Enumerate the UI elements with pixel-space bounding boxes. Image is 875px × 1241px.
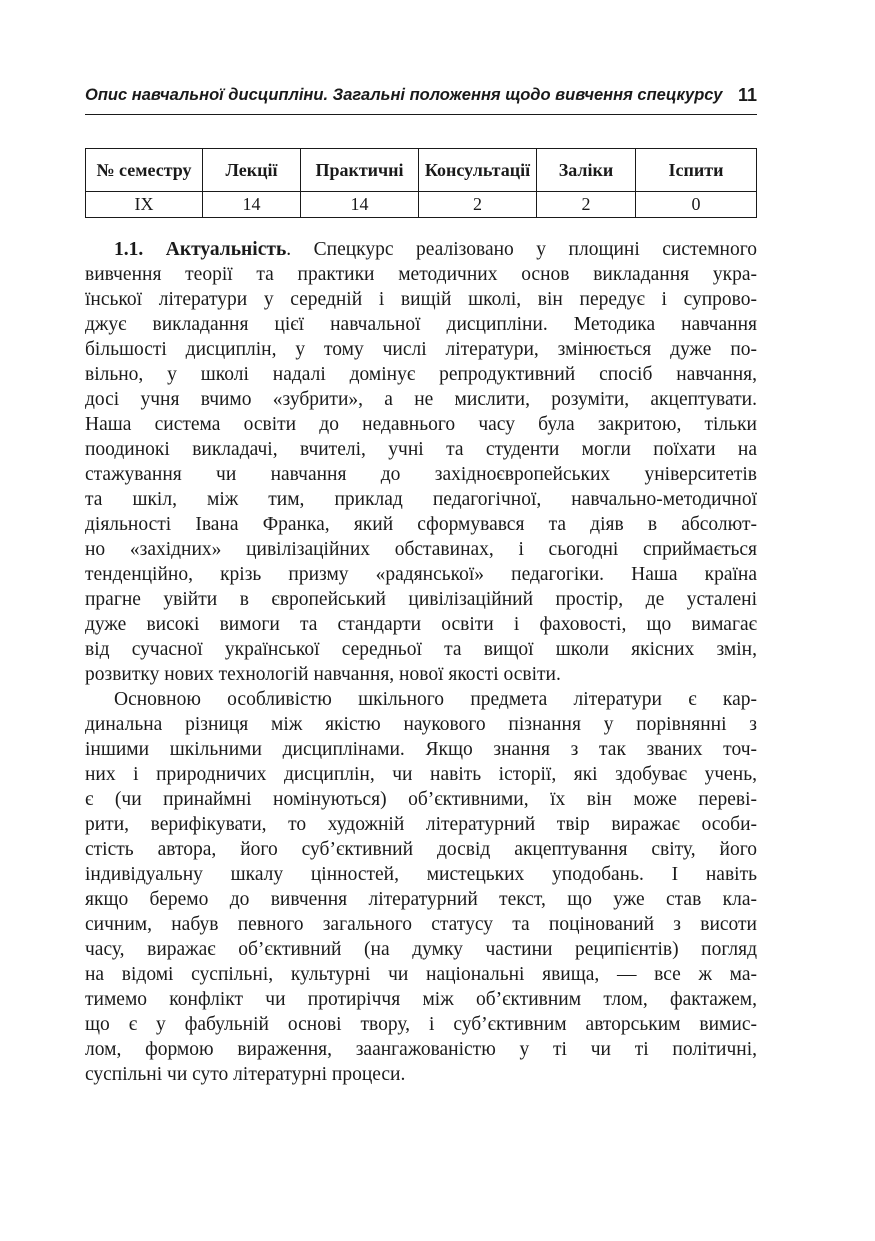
line-text: дуже високі вимоги та стандарти освіти і фаховості, що вимагає xyxy=(85,614,757,635)
paragraph-literature-features xyxy=(85,687,757,1087)
line-text: якщо беремо до вивчення літературний текст, що уже став кла- xyxy=(85,889,757,910)
text-line xyxy=(85,737,757,762)
line-text: них і природничих дисциплін, чи навіть історії, які здобуває учень, xyxy=(85,764,757,785)
text-line xyxy=(85,537,757,562)
body-text xyxy=(85,237,757,1087)
text-line xyxy=(85,937,757,962)
paragraph-actuality xyxy=(85,237,757,687)
text-line xyxy=(85,1012,757,1037)
text-line xyxy=(85,312,757,337)
line-text: часу, виражає об’єктивний (на думку частини реципієнтів) погляд xyxy=(85,939,757,960)
text-line xyxy=(85,912,757,937)
line-text: . Спецкурс реалізовано у площині системного xyxy=(286,239,757,260)
table-cell: 14 xyxy=(301,192,419,218)
text-line xyxy=(85,337,757,362)
table-cell: IX xyxy=(86,192,203,218)
text-line xyxy=(85,637,757,662)
line-text: та шкіл, між тим, приклад педагогічної, навчально-методичної xyxy=(85,489,757,510)
text-line xyxy=(85,862,757,887)
line-text: на відомі суспільні, культурні чи національні явища, — все ж ма- xyxy=(85,964,757,985)
header-title: Опис навчальної дисципліни. Загальні положення щодо вивчення спецкурсу xyxy=(85,86,723,104)
text-line xyxy=(85,487,757,512)
table-cell: 2 xyxy=(419,192,537,218)
text-line xyxy=(85,412,757,437)
line-text: джує викладання цієї навчальної дисципліни. Методика навчання xyxy=(85,314,757,335)
line-text: прагне увійти в європейський цивілізаційний простір, де усталені xyxy=(85,589,757,610)
table-header-cell: Практичні xyxy=(301,149,419,192)
text-line xyxy=(85,787,757,812)
text-line xyxy=(85,237,757,262)
text-line xyxy=(85,712,757,737)
line-text: більшості дисциплін, у тому числі літератури, змінюється дуже по- xyxy=(85,339,757,360)
text-line xyxy=(85,512,757,537)
text-line xyxy=(85,662,757,687)
line-text: но «західних» цивілізаційних обставинах, і сьогодні сприймається xyxy=(85,539,757,560)
line-text: стажування чи навчання до західноєвропейських університетів xyxy=(85,464,757,485)
text-line xyxy=(85,287,757,312)
line-text: від сучасної української середньої та вищої школи якісних змін, xyxy=(85,639,757,660)
line-text: іншими шкільними дисциплінами. Якщо знання з так званих точ- xyxy=(85,739,757,760)
section-heading: 1.1. Актуальність xyxy=(114,239,287,260)
line-text: що є у фабульній основі твору, і суб’єктивним авторським вимис- xyxy=(85,1014,757,1035)
text-line xyxy=(85,762,757,787)
text-line xyxy=(85,1062,757,1087)
text-line xyxy=(85,812,757,837)
semester-hours-table xyxy=(85,148,757,218)
text-line xyxy=(85,1037,757,1062)
line-text: рити, верифікувати, то художній літературний твір виражає особи- xyxy=(85,814,757,835)
text-line xyxy=(85,437,757,462)
line-text: вивчення теорії та практики методичних основ викладання укра- xyxy=(85,264,757,285)
table-row xyxy=(86,192,757,218)
line-text: вільно, у школі надалі домінує репродуктивний спосіб навчання, xyxy=(85,364,757,385)
line-text: стість автора, його суб’єктивний досвід акцептування світу, його xyxy=(85,839,757,860)
line-text: тимемо конфлікт чи протиріччя між об’єктивним тлом, фактажем, xyxy=(85,989,757,1010)
table-header-cell: № семестру xyxy=(86,149,203,192)
line-text: лом, формою вираження, заангажованістю у ті чи ті політичні, xyxy=(85,1039,757,1060)
line-text: Основною особливістю шкільного предмета літератури є кар- xyxy=(114,689,757,710)
text-line xyxy=(85,587,757,612)
line-text: є (чи принаймні номінуються) об’єктивними, їх він може переві- xyxy=(85,789,757,810)
line-text: суспільні чи суто літературні процеси. xyxy=(85,1064,406,1085)
text-line xyxy=(85,687,757,712)
text-line xyxy=(85,462,757,487)
text-line xyxy=(85,362,757,387)
text-line xyxy=(85,562,757,587)
text-line xyxy=(85,837,757,862)
table-header-cell: Консультації xyxy=(419,149,537,192)
line-text: розвитку нових технологій навчання, нової якості освіти. xyxy=(85,664,561,685)
line-text: Наша система освіти до недавнього часу була закритою, тільки xyxy=(85,414,757,435)
page-number: 11 xyxy=(737,85,757,105)
line-text: динальна різниця між якістю наукового пізнання у порівнянні з xyxy=(85,714,757,735)
running-header xyxy=(85,84,757,115)
table-header-cell: Заліки xyxy=(537,149,636,192)
line-text: індивідуальну шкалу цінностей, мистецьких уподобань. І навіть xyxy=(85,864,757,885)
line-text: сичним, набув певного загального статусу та поцінований з висоти xyxy=(85,914,757,935)
table-cell: 0 xyxy=(636,192,757,218)
text-line xyxy=(85,612,757,637)
table-header-cell: Іспити xyxy=(636,149,757,192)
table-header-row xyxy=(86,149,757,192)
table-cell: 2 xyxy=(537,192,636,218)
table-header-cell: Лекції xyxy=(203,149,301,192)
text-line xyxy=(85,962,757,987)
line-text: їнської літератури у середній і вищій школі, він передує і супрово- xyxy=(85,289,757,310)
table-cell: 14 xyxy=(203,192,301,218)
text-line xyxy=(85,887,757,912)
line-text: досі учня вчимо «зубрити», а не мислити, розуміти, акцептувати. xyxy=(85,389,757,410)
text-line xyxy=(85,262,757,287)
line-text: поодинокі викладачі, вчителі, учні та студенти могли поїхати на xyxy=(85,439,757,460)
text-line xyxy=(85,387,757,412)
text-line xyxy=(85,987,757,1012)
line-text: діяльності Івана Франка, який сформувався та діяв в абсолют- xyxy=(85,514,757,535)
line-text: тенденційно, крізь призму «радянської» педагогіки. Наша країна xyxy=(85,564,757,585)
